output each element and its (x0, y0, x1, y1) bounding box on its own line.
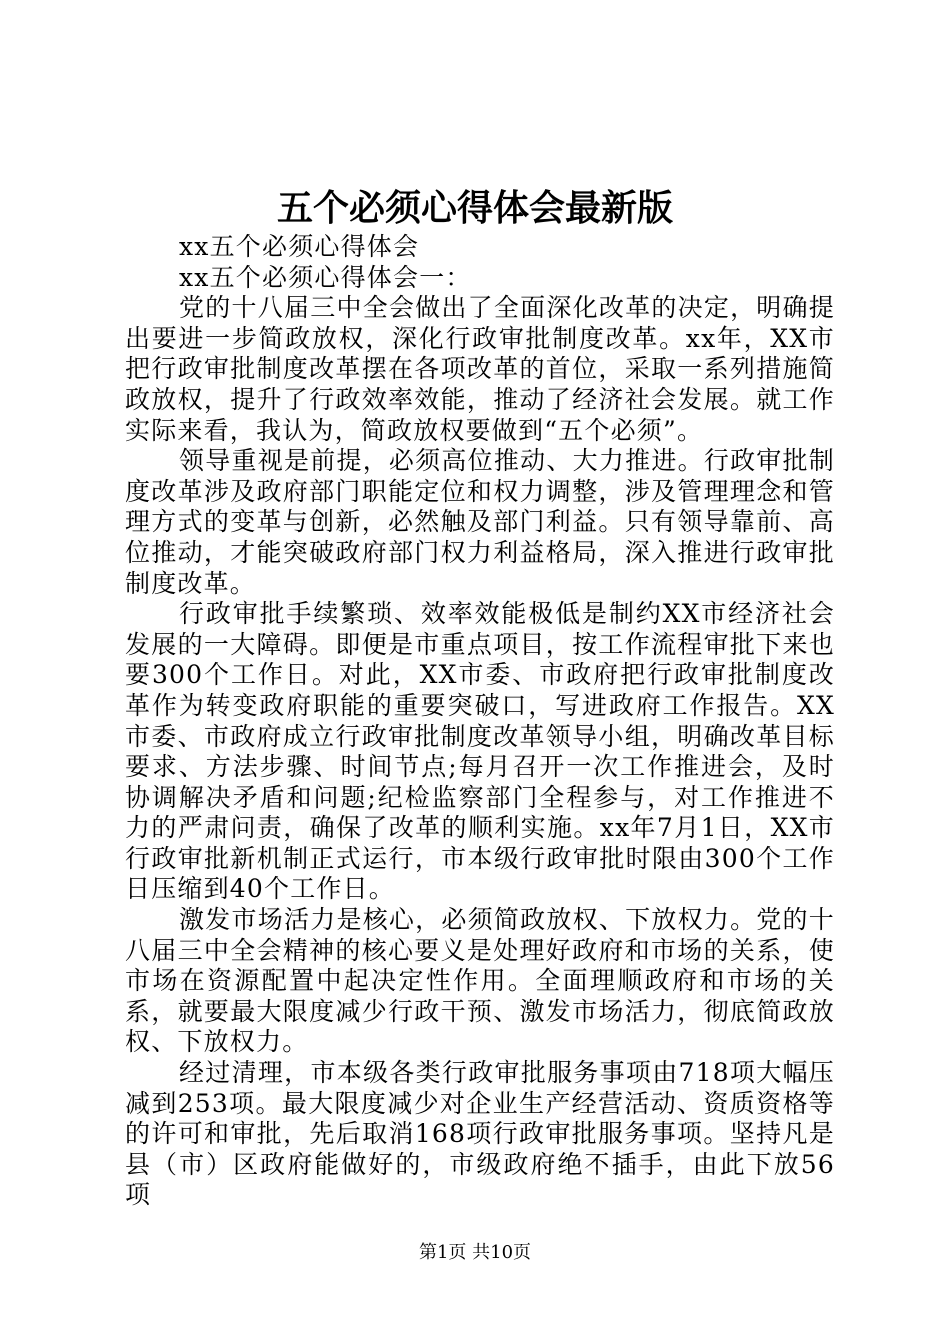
paragraph: 激发市场活力是核心，必须简政放权、下放权力。党的十八届三中全会精神的核心要义是处理好政府和市场的关系，使市场在资源配置中起决定性作用。全面理顺政府和市场的关系，就要最大限度减少行政干预、激发市场活力，彻底简政放权、下放权力。 (125, 905, 835, 1057)
document-title: 五个必须心得体会最新版 (276, 188, 673, 229)
paragraph: 领导重视是前提，必须高位推动、大力推进。行政审批制度改革涉及政府部门职能定位和权力调整，涉及管理理念和管理方式的变革与创新，必然触及部门利益。只有领导靠前、高位推动，才能突破政府部门权力利益格局，深入推进行政审批制度改革。 (125, 446, 835, 598)
paragraph: 行政审批手续繁琐、效率效能极低是制约XX市经济社会发展的一大障碍。即便是市重点项目，按工作流程审批下来也要300个工作日。对此，XX市委、市政府把行政审批制度改革作为转变政府职能的重要突破口，写进政府工作报告。XX市委、市政府成立行政审批制度改革领导小组，明确改革目标要求、方法步骤、时间节点;每月召开一次工作推进会，及时协调解决矛盾和问题;纪检监察部门全程参与，对工作推进不力的严肃问责，确保了改革的顺利实施。xx年7月1日，XX市行政审批新机制正式运行，市本级行政审批时限由300个工作日压缩到40个工作日。 (125, 599, 835, 904)
paragraph-heading-2: xx五个必须心得体会一： (179, 262, 472, 292)
document-body (125, 232, 835, 1211)
paragraph: 党的十八届三中全会做出了全面深化改革的决定，明确提出要进一步简政放权，深化行政审批制度改革。xx年，XX市把行政审批制度改革摆在各项改革的首位，采取一系列措施简政放权，提升了行政效率效能，推动了经济社会发展。就工作实际来看，我认为，简政放权要做到“五个必须”。 (125, 293, 835, 445)
page-footer: 第1页 共10页 (418, 1242, 532, 1263)
paragraph: 经过清理，市本级各类行政审批服务事项由718项大幅压减到253项。最大限度减少对企业生产经营活动、资质资格等的许可和审批，先后取消168项行政审批服务事项。坚持凡是县（市）区政府能做好的，市级政府绝不插手，由此下放56项 (125, 1058, 835, 1210)
paragraph-heading-1: xx五个必须心得体会 (179, 232, 420, 261)
